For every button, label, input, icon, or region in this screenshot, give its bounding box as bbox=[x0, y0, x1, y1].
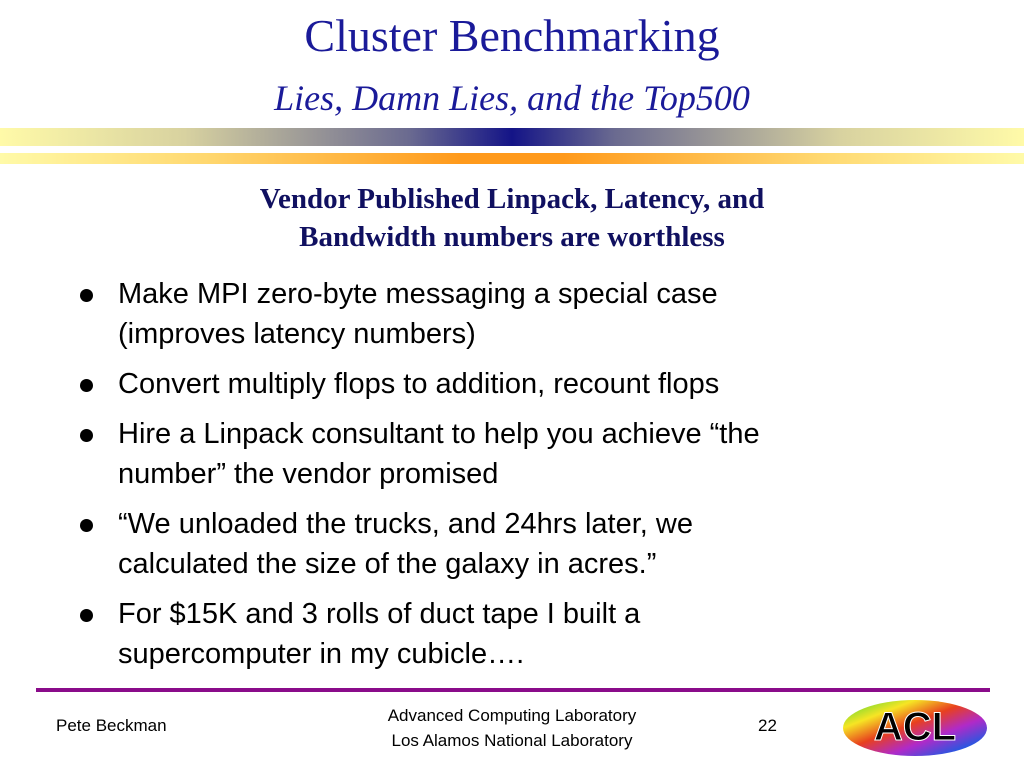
section-heading bbox=[0, 180, 1024, 256]
bullet-line: Make MPI zero-byte messaging a special case bbox=[118, 278, 718, 310]
bullet-dot-icon bbox=[80, 289, 93, 302]
decorative-gradient-bar-bottom bbox=[0, 153, 1024, 164]
bullet-line: supercomputer in my cubicle…. bbox=[118, 638, 525, 670]
bullet-line: (improves latency numbers) bbox=[118, 318, 476, 350]
bullet-item bbox=[78, 414, 898, 494]
bullet-item bbox=[78, 364, 898, 404]
bullet-dot-icon bbox=[80, 429, 93, 442]
decorative-gradient-bar-top bbox=[0, 128, 1024, 146]
logo-text: ACL bbox=[873, 705, 957, 749]
bullet-item bbox=[78, 594, 898, 674]
bullet-line: calculated the size of the galaxy in acres.” bbox=[118, 548, 657, 580]
bullet-dot-icon bbox=[80, 379, 93, 392]
section-heading-line2: Bandwidth numbers are worthless bbox=[299, 221, 725, 253]
acl-logo bbox=[840, 694, 990, 760]
slide-title: Cluster Benchmarking bbox=[304, 10, 720, 61]
bullet-line: “We unloaded the trucks, and 24hrs later, we bbox=[118, 508, 693, 540]
bullet-dot-icon bbox=[80, 519, 93, 532]
page-number: 22 bbox=[758, 716, 777, 735]
footer-organization bbox=[362, 703, 662, 753]
bullet-line: Convert multiply flops to addition, recount flops bbox=[118, 368, 720, 400]
bullet-line: Hire a Linpack consultant to help you achieve “the bbox=[118, 418, 760, 450]
bullet-item bbox=[78, 504, 898, 584]
bullet-line: number” the vendor promised bbox=[118, 458, 499, 490]
slide-subtitle: Lies, Damn Lies, and the Top500 bbox=[274, 78, 750, 118]
bullet-item bbox=[78, 274, 898, 354]
footer-org-line2: Los Alamos National Laboratory bbox=[391, 731, 633, 750]
bullet-list bbox=[78, 274, 898, 684]
bullet-line: For $15K and 3 rolls of duct tape I built a bbox=[118, 598, 641, 630]
section-heading-line1: Vendor Published Linpack, Latency, and bbox=[259, 183, 765, 215]
footer-divider bbox=[36, 688, 990, 692]
footer-org-line1: Advanced Computing Laboratory bbox=[387, 706, 637, 725]
bullet-dot-icon bbox=[80, 609, 93, 622]
footer-author: Pete Beckman bbox=[56, 716, 167, 735]
